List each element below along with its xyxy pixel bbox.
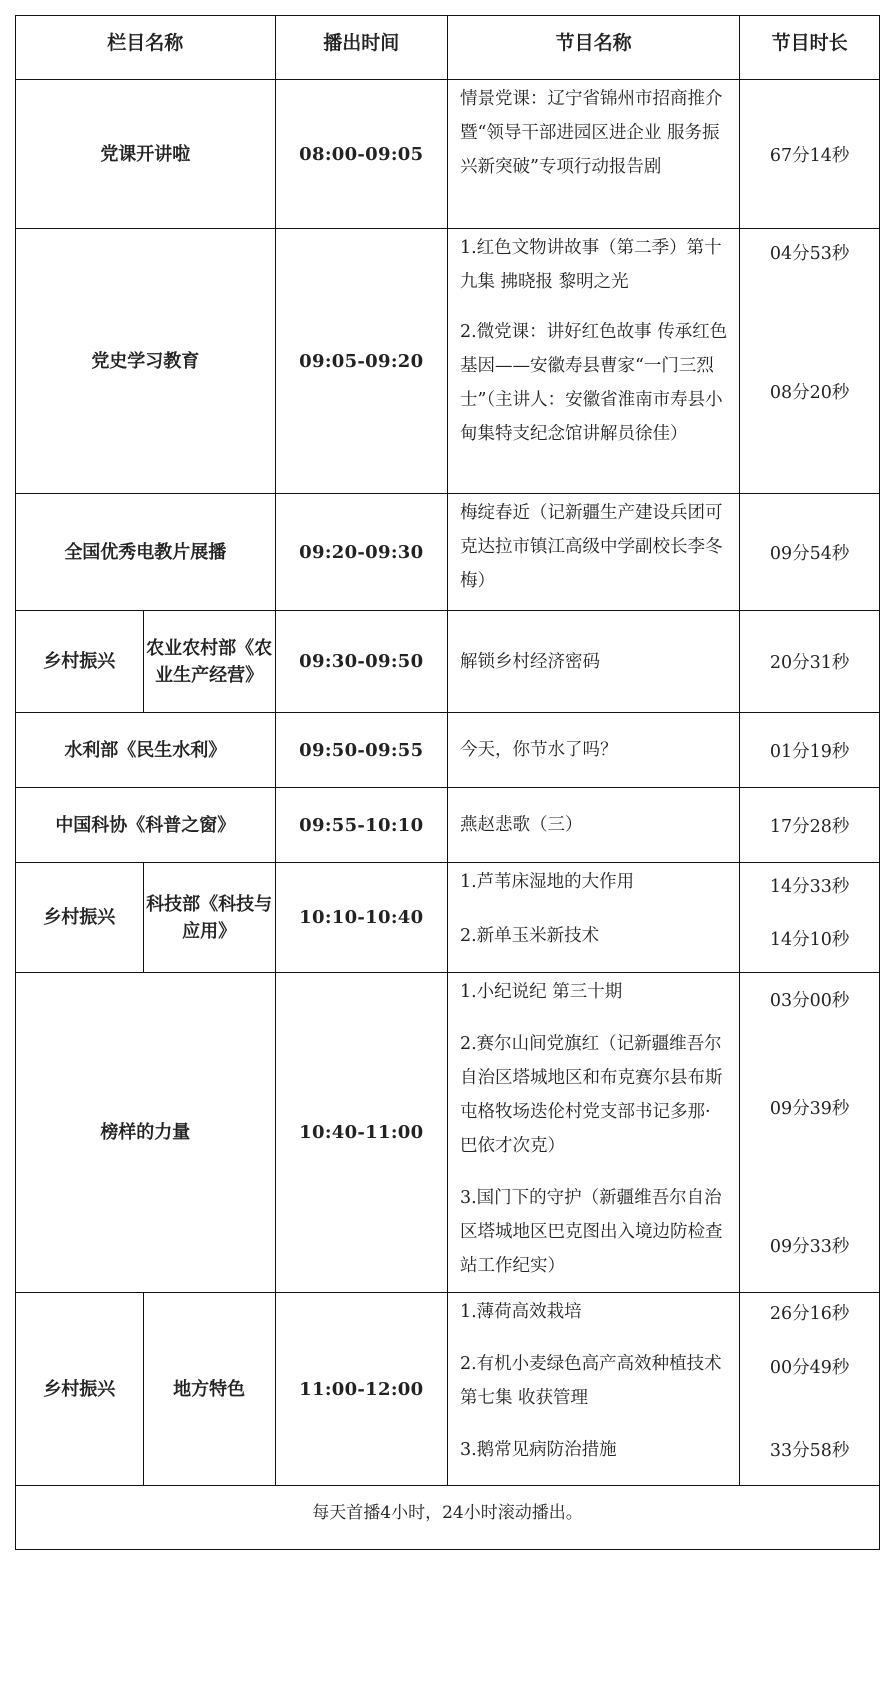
air-time: 09:20-09:30: [275, 494, 447, 611]
duration: 67分14秒: [740, 80, 880, 229]
table-row: [16, 494, 880, 611]
schedule-table: [15, 15, 880, 1550]
program-item: 解锁乡村经济密码: [459, 651, 600, 672]
program-item: 2.新单玉米新技术: [459, 926, 600, 946]
air-time: 08:00-09:05: [275, 80, 447, 229]
duration-cell: [740, 229, 880, 494]
duration: 04分53秒: [769, 244, 850, 264]
program-item: 3.鹅常见病防治措施: [459, 1440, 617, 1460]
table-row: [16, 788, 880, 863]
program-name: [447, 80, 739, 229]
header-column-name: 栏目名称: [16, 16, 276, 80]
program-name: [447, 611, 739, 713]
duration: 00分49秒: [769, 1358, 850, 1378]
header-air-time: 播出时间: [275, 16, 447, 80]
program-name: [447, 788, 739, 863]
column-name: 全国优秀电教片展播: [16, 494, 276, 611]
duration-cell: [740, 863, 880, 973]
program-item: 情景党课：辽宁省锦州市招商推介暨“领导干部进园区进企业 服务振兴新突破”专项行动报告剧: [459, 89, 723, 177]
program-name: [447, 1293, 739, 1486]
table-row: [16, 611, 880, 713]
program-item: 1.小纪说纪 第三十期: [459, 982, 623, 1002]
column-name: 中国科协《科普之窗》: [16, 788, 276, 863]
column-name: 水利部《民生水利》: [16, 713, 276, 788]
header-program-name: 节目名称: [447, 16, 739, 80]
air-time: 09:50-09:55: [275, 713, 447, 788]
duration-cell: [740, 1293, 880, 1486]
column-name: 科技部《科技与应用》: [143, 863, 275, 973]
program-item: 梅绽春近（记新疆生产建设兵团可克达拉市镇江高级中学副校长李冬梅）: [459, 503, 723, 591]
column-name: 地方特色: [143, 1293, 275, 1486]
air-time: 10:10-10:40: [275, 863, 447, 973]
program-item: 2.赛尔山间党旗红（记新疆维吾尔自治区塔城地区和布克赛尔县布斯屯格牧场迭伦村党支部书记多那·巴依才次克）: [459, 1034, 723, 1156]
program-item: 燕赵悲歌（三）: [459, 815, 583, 835]
program-item: 1.薄荷高效栽培: [459, 1302, 582, 1322]
program-item: 1.芦苇床湿地的大作用: [459, 872, 635, 892]
duration-cell: [740, 973, 880, 1293]
program-name: [447, 863, 739, 973]
table-row: [16, 973, 880, 1293]
duration: 01分19秒: [740, 713, 880, 788]
table-row: [16, 80, 880, 229]
table-row: [16, 863, 880, 973]
duration: 03分00秒: [769, 991, 850, 1011]
duration: 20分31秒: [740, 611, 880, 713]
air-time: 09:05-09:20: [275, 229, 447, 494]
program-name: [447, 973, 739, 1293]
air-time: 11:00-12:00: [275, 1293, 447, 1486]
table-row: [16, 229, 880, 494]
column-name: 党史学习教育: [16, 229, 276, 494]
table-row: [16, 713, 880, 788]
program-name: [447, 494, 739, 611]
program-item: 3.国门下的守护（新疆维吾尔自治区塔城地区巴克图出入境边防检查站工作纪实）: [459, 1188, 723, 1276]
duration: 17分28秒: [740, 788, 880, 863]
program-name: [447, 229, 739, 494]
table-row: [16, 1293, 880, 1486]
duration: 09分33秒: [769, 1237, 850, 1257]
column-name: 榜样的力量: [16, 973, 276, 1293]
footer-row: [16, 1486, 880, 1550]
program-item: 1.红色文物讲故事（第二季）第十九集 拂晓报 黎明之光: [459, 238, 722, 292]
column-group: 乡村振兴: [16, 1293, 144, 1486]
air-time: 10:40-11:00: [275, 973, 447, 1293]
column-group: 乡村振兴: [16, 863, 144, 973]
duration: 26分16秒: [769, 1304, 850, 1324]
column-name: 党课开讲啦: [16, 80, 276, 229]
footer-note: 每天首播4小时，24小时滚动播出。: [16, 1486, 880, 1550]
air-time: 09:55-10:10: [275, 788, 447, 863]
duration: 09分54秒: [740, 494, 880, 611]
program-name: [447, 713, 739, 788]
duration: 14分33秒: [769, 877, 850, 897]
column-group: 乡村振兴: [16, 611, 144, 713]
air-time: 09:30-09:50: [275, 611, 447, 713]
program-item: 今天，你节水了吗？: [459, 740, 618, 760]
duration: 08分20秒: [769, 383, 850, 403]
duration: 09分39秒: [769, 1099, 850, 1119]
column-name: 农业农村部《农业生产经营》: [143, 611, 275, 713]
program-item: 2.微党课：讲好红色故事 传承红色基因——安徽寿县曹家“一门三烈士”（主讲人：安徽省淮南市寿县小甸集特支纪念馆讲解员徐佳）: [459, 322, 728, 444]
duration: 14分10秒: [769, 930, 850, 950]
program-item: 2.有机小麦绿色高产高效种植技术 第七集 收获管理: [459, 1354, 722, 1408]
duration: 33分58秒: [769, 1441, 850, 1461]
header-row: [16, 16, 880, 80]
header-duration: 节目时长: [740, 16, 880, 80]
